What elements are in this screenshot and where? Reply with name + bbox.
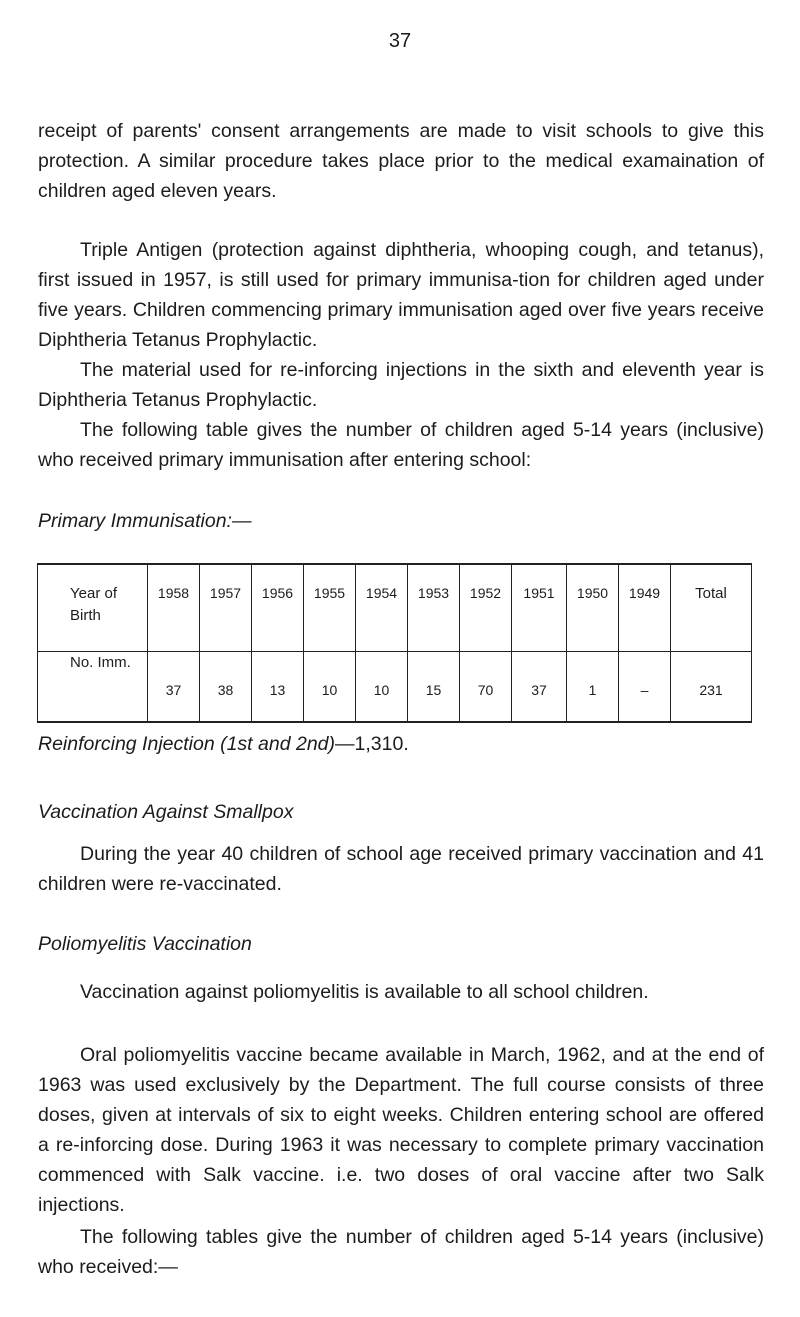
- polio-availability-paragraph: Vaccination against poliomyelitis is available to all school children.: [80, 981, 649, 1003]
- year-cell: 1958: [148, 564, 200, 652]
- polio-heading: Poliomyelitis Vaccination: [38, 933, 252, 955]
- year-cell: 1954: [356, 564, 408, 652]
- year-cell: 1955: [304, 564, 356, 652]
- year-cell: 1953: [408, 564, 460, 652]
- smallpox-heading: Vaccination Against Smallpox: [38, 801, 294, 823]
- count-cell: 38: [200, 652, 252, 723]
- number-immunised-row: [38, 652, 752, 723]
- polio-table-intro-paragraph: The following tables give the number of children aged 5-14 years (inclusive) who received:—: [38, 1226, 764, 1278]
- count-cell: 10: [356, 652, 408, 723]
- total-header-cell: Total: [671, 564, 752, 652]
- count-cell: 70: [460, 652, 512, 723]
- reinforcing-injection-value: —1,310.: [335, 733, 409, 755]
- year-cell: 1950: [567, 564, 619, 652]
- oral-vaccine-paragraph: Oral poliomyelitis vaccine became available in March, 1962, and at the end of 1963 was used exclusively by the Department. The full course consists of three doses, given at intervals of six to eight weeks. Children entering school are offered a re-inforcing dose. During 1963 it was necessary to complete primary vaccination commenced with Salk vaccine. i.e. two doses of oral vaccine after two Salk injections.: [38, 1044, 764, 1216]
- triple-antigen-paragraph: Triple Antigen (protection against diphtheria, whooping cough, and tetanus), first issued in 1957, is still used for primary immunisa-tion for children aged under five years. Children commencing primary immunisation aged over five years receive Diphtheria Tetanus Prophylactic.: [38, 239, 764, 351]
- reinforcing-material-paragraph: The material used for re-inforcing injections in the sixth and eleventh year is Diphtheria Tetanus Prophylactic.: [38, 359, 764, 411]
- count-cell: 1: [567, 652, 619, 723]
- year-cell: 1957: [200, 564, 252, 652]
- year-cell: 1951: [512, 564, 567, 652]
- total-count-cell: 231: [671, 652, 752, 723]
- reinforcing-injection-line: [38, 733, 409, 756]
- year-cell: 1952: [460, 564, 512, 652]
- count-cell: 37: [148, 652, 200, 723]
- year-cell: 1949: [619, 564, 671, 652]
- count-cell: 13: [252, 652, 304, 723]
- year-of-birth-label: Year of Birth: [38, 564, 148, 652]
- number-immunised-label: No. Imm.: [38, 652, 148, 723]
- table-intro-paragraph: The following table gives the number of children aged 5-14 years (inclusive) who received primary immunisation after entering school:: [38, 419, 764, 471]
- page-number: 37: [388, 30, 412, 52]
- count-cell: 15: [408, 652, 460, 723]
- smallpox-paragraph: During the year 40 children of school age received primary vaccination and 41 children were re-vaccinated.: [38, 843, 764, 895]
- count-cell: 10: [304, 652, 356, 723]
- primary-immunisation-table: [37, 563, 752, 723]
- year-cell: 1956: [252, 564, 304, 652]
- count-cell: 37: [512, 652, 567, 723]
- primary-immunisation-heading: Primary Immunisation:—: [38, 510, 252, 532]
- reinforcing-injection-label: Reinforcing Injection (1st and 2nd): [38, 733, 336, 755]
- intro-paragraph: receipt of parents' consent arrangements are made to visit schools to give this protection. A similar procedure takes place prior to the medical examaination of children aged eleven years.: [38, 120, 764, 202]
- count-cell: –: [619, 652, 671, 723]
- year-of-birth-row: [38, 564, 752, 652]
